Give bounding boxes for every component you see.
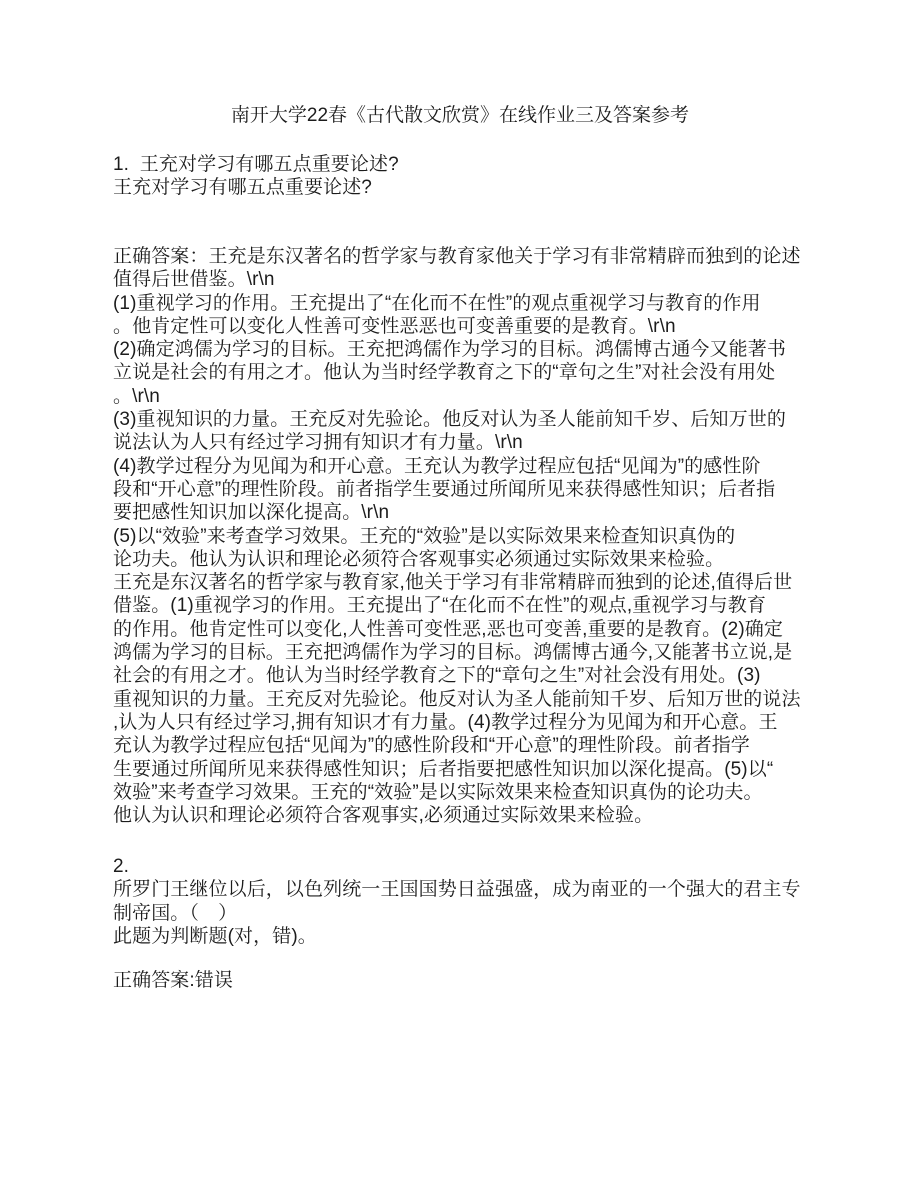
text-line: 重视知识的力量。王充反对先验论。他反对认为圣人能前知千岁、后知万世的说法: [113, 688, 801, 710]
text-line: 段和“开心意”的理性阶段。前者指学生要通过所闻所见来获得感性知识；后者指: [113, 478, 776, 500]
text-line: 所罗门王继位以后，以色列统一王国国势日益强盛，成为南亚的一个强大的君主专: [113, 879, 801, 901]
text-line: 此题为判断题(对，错)。: [113, 925, 317, 947]
text-line: 正确答案：王充是东汉著名的哲学家与教育家他关于学习有非常精辟而独到的论述: [113, 246, 801, 267]
text-line: 他认为认识和理论必须符合客观事实,必须通过实际效果来检验。: [113, 805, 654, 827]
text-line: 王充是东汉著名的哲学家与教育家,他关于学习有非常精辟而独到的论述,值得后世: [113, 572, 793, 594]
text-line: 制帝国。（ ）: [113, 902, 238, 924]
text-line: (1)重视学习的作用。王充提出了“在化而不在性”的观点重视学习与教育的作用: [113, 292, 761, 314]
text-line: 社会的有用之才。他认为当时经学教育之下的“章句之生”对社会没有用处。(3): [113, 665, 761, 687]
text-line: 说法认为人只有经过学习拥有知识才有力量。\r\n: [113, 432, 523, 454]
text-line: 借鉴。(1)重视学习的作用。王充提出了“在化而不在性”的观点,重视学习与教育: [113, 595, 766, 617]
answer-1: [113, 245, 801, 827]
text-line: 的作用。他肯定性可以变化,人性善可变性恶,恶也可变善,重要的是教育。(2)确定: [113, 618, 783, 640]
answer-2-text: 正确答案:错误: [113, 970, 233, 991]
text-line: (5)以“效验”来考查学习效果。王充的“效验”是以实际效果来检查知识真伪的: [113, 525, 736, 547]
text-line: 。\r\n: [113, 385, 160, 407]
text-line: 王充对学习有哪五点重要论述?: [113, 177, 372, 199]
text-line: 值得后世借鉴。\r\n: [113, 269, 275, 291]
text-line: 。他肯定性可以变化人性善可变性恶恶也可变善重要的是教育。\r\n: [113, 315, 676, 337]
text-line: 充认为教学过程应包括“见闻为”的感性阶段和“开心意”的理性阶段。前者指学: [113, 735, 750, 757]
text-line: 鸿儒为学习的目标。王充把鸿儒作为学习的目标。鸿儒博古通今,又能著书立说,是: [113, 642, 793, 664]
text-line: 效验”来考查学习效果。王充的“效验”是以实际效果来检查知识真伪的论功夫。: [113, 781, 763, 803]
text-line: (4)教学过程分为见闻为和开心意。王充认为教学过程应包括“见闻为”的感性阶: [113, 455, 761, 477]
text-line: 立说是社会的有用之才。他认为当时经学教育之下的“章句之生”对社会没有用处: [113, 362, 776, 384]
text-line: 生要通过所闻所见来获得感性知识；后者指要把感性知识加以深化提高。(5)以“: [113, 758, 774, 780]
text-line: 论功夫。他认为认识和理论必须符合客观事实必须通过实际效果来检验。: [113, 548, 725, 570]
text-line: 1. 王充对学习有哪五点重要论述?: [113, 154, 399, 175]
text-line: (2)确定鸿儒为学习的目标。王充把鸿儒作为学习的目标。鸿儒博古通今又能著书: [113, 339, 786, 361]
answer-2: [113, 969, 233, 992]
text-line: (3)重视知识的力量。王充反对先验论。他反对认为圣人能前知千岁、后知万世的: [113, 409, 786, 431]
text-line: 要把感性知识加以深化提高。\r\n: [113, 502, 390, 524]
text-line: 2.: [113, 856, 130, 877]
question-2: [113, 855, 801, 948]
question-1: [113, 153, 399, 200]
page-title: 南开大学22春《古代散文欣赏》在线作业三及答案参考: [230, 105, 690, 126]
text-line: ,认为人只有经过学习,拥有知识才有力量。(4)教学过程分为见闻为和开心意。王: [113, 711, 778, 733]
